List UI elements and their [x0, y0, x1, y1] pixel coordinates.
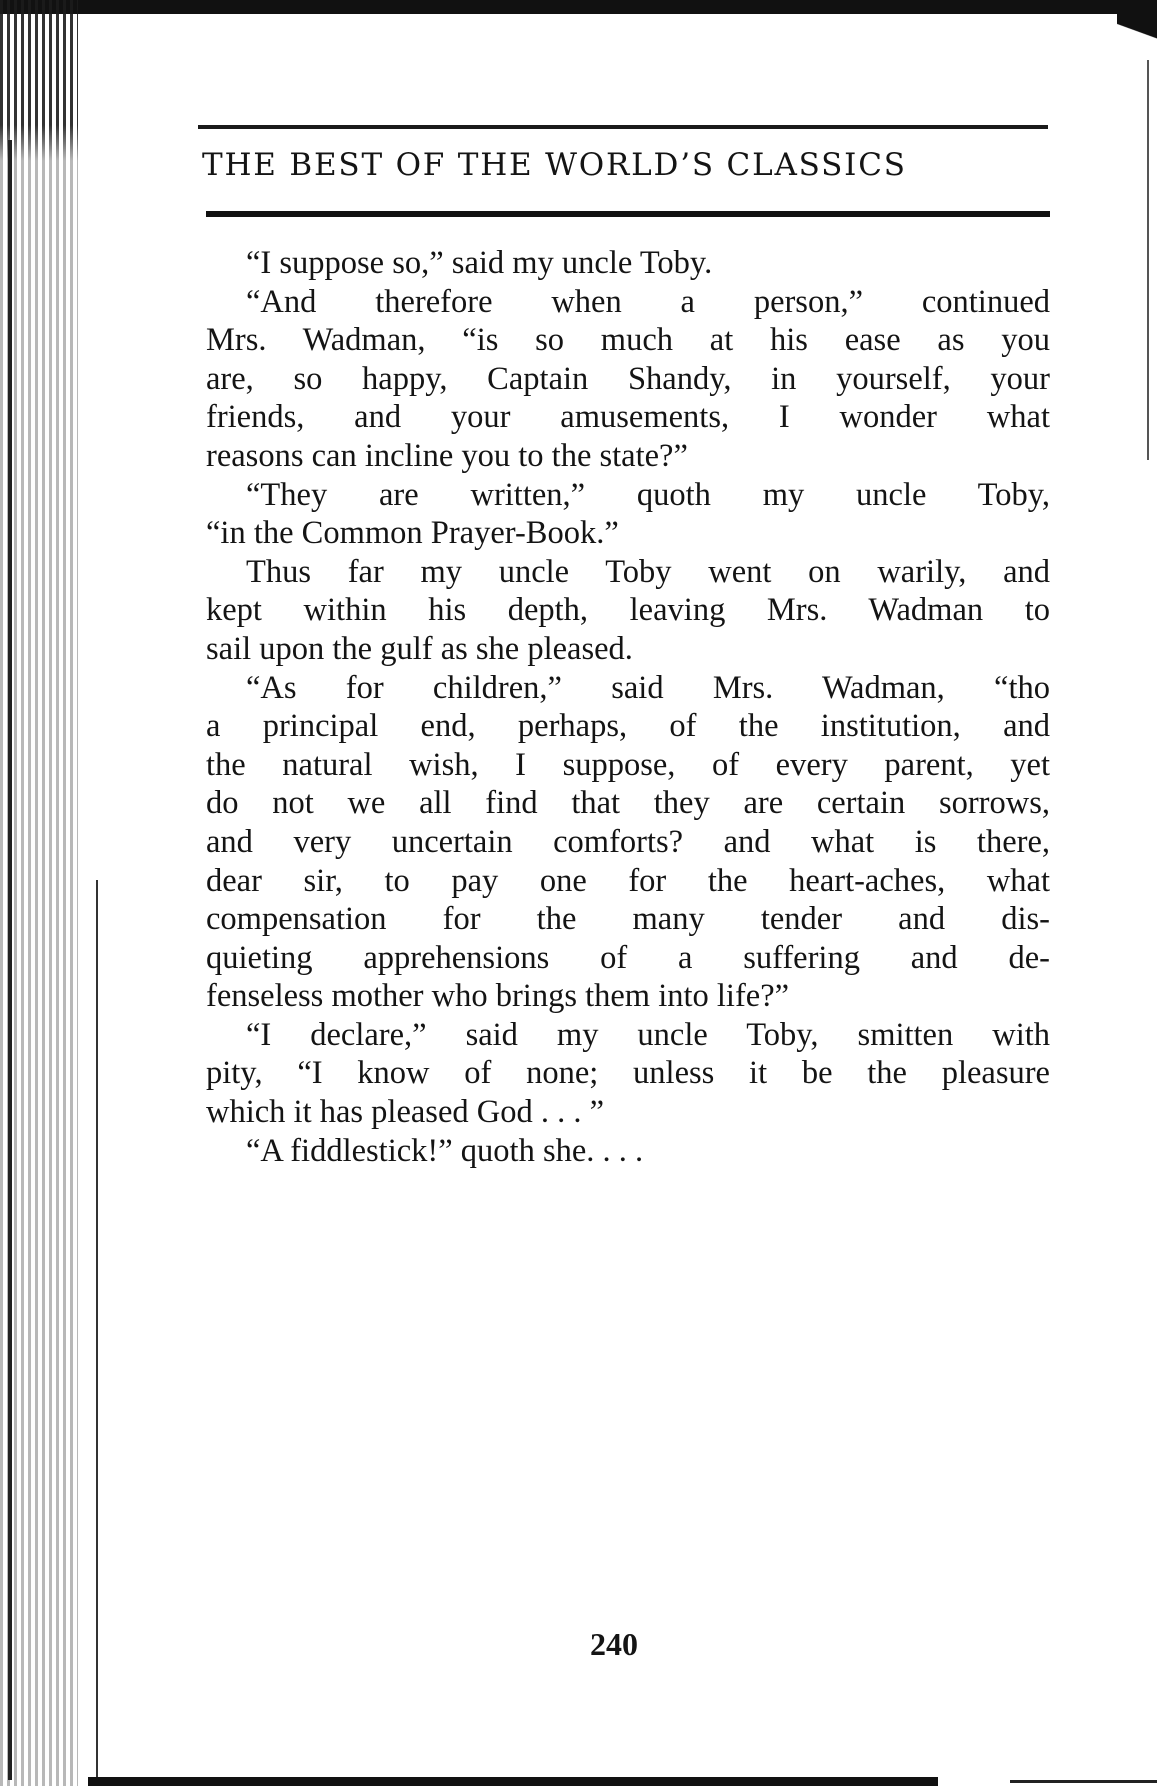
- text-line: reasons can incline you to the state?”: [206, 437, 688, 474]
- text-line: “A fiddlestick!” quoth she. . . .: [246, 1132, 644, 1169]
- paragraph: [206, 669, 1050, 1016]
- text-line: are, so happy, Captain Shandy, in yourself, your: [206, 360, 1050, 397]
- text-line: quieting apprehensions of a suffering and de-: [206, 939, 1050, 976]
- text-line: “They are written,” quoth my uncle Toby,: [246, 476, 1050, 513]
- text-line: which it has pleased God . . . ”: [206, 1094, 605, 1131]
- paragraph: [206, 1016, 1050, 1132]
- scan-binding-line: [96, 880, 98, 1786]
- scan-corner-shadow: [1117, 0, 1157, 70]
- header-rule-top: [198, 125, 1048, 129]
- scan-bottom-edge: [88, 1777, 938, 1786]
- text-line: “I suppose so,” said my uncle Toby.: [246, 245, 713, 281]
- paragraph: [206, 1132, 1050, 1171]
- text-line: “And therefore when a person,” continued: [246, 283, 1050, 320]
- body-text: [206, 244, 1050, 1170]
- text-line: Mrs. Wadman, “is so much at his ease as you: [206, 322, 1050, 359]
- page-number: 240: [590, 1626, 638, 1662]
- text-line: the natural wish, I suppose, of every parent, yet: [206, 746, 1050, 783]
- paragraph: [206, 476, 1050, 553]
- paragraph: [206, 283, 1050, 476]
- scan-bottom-edge: [1010, 1780, 1157, 1783]
- text-line: a principal end, perhaps, of the institution, and: [206, 708, 1050, 745]
- text-line: “As for children,” said Mrs. Wadman, “tho: [246, 669, 1050, 706]
- running-head: THE BEST OF THE WORLD’S CLASSICS: [202, 147, 907, 183]
- text-line: and very uncertain comforts? and what is there,: [206, 823, 1050, 860]
- text-line: pity, “I know of none; unless it be the pleasure: [206, 1055, 1050, 1092]
- text-line: Thus far my uncle Toby went on warily, and: [246, 553, 1050, 590]
- header-rule-bottom: [206, 211, 1050, 217]
- text-line: do not we all find that they are certain sorrows,: [206, 785, 1050, 822]
- text-line: “I declare,” said my uncle Toby, smitten with: [246, 1016, 1050, 1053]
- scan-right-edge: [1147, 60, 1149, 460]
- text-line: “in the Common Prayer-Book.”: [206, 515, 619, 552]
- text-line: compensation for the many tender and dis-: [206, 901, 1050, 938]
- scan-top-edge: [0, 0, 1120, 14]
- text-line: kept within his depth, leaving Mrs. Wadman to: [206, 592, 1050, 629]
- scan-binding-line: [8, 140, 12, 1780]
- paragraph: [206, 553, 1050, 669]
- paragraph: [206, 244, 1050, 283]
- text-line: sail upon the gulf as she pleased.: [206, 630, 633, 667]
- text-line: dear sir, to pay one for the heart-aches, what: [206, 862, 1050, 899]
- text-line: fenseless mother who brings them into life?”: [206, 978, 790, 1015]
- text-line: friends, and your amusements, I wonder what: [206, 399, 1050, 436]
